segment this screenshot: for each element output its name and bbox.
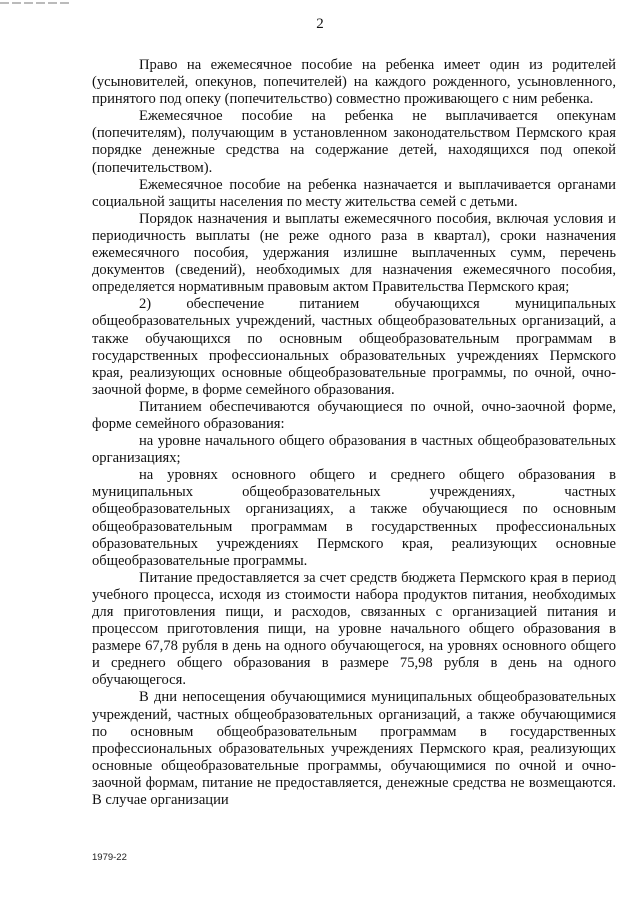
document-body	[92, 57, 616, 809]
paragraph: на уровнях основного общего и среднего общего образования в муниципальных общеобразовательных учреждениях, частных общеобразовательных организациях, а также обучающиеся по основным общеобразовательным программам в государственных профессиональных образовательных учреждениях Пермского края, реализующих основные общеобразовательные программы.	[92, 467, 616, 569]
paragraph: В дни непосещения обучающимися муниципальных общеобразовательных учреждений, частных общеобразовательных организаций, а также обучающимися по основным общеобразовательным программам в государственных профессиональных образовательных учреждениях Пермского края, реализующих основные общеобразовательные программы, обучающимися по очной и очно-заочной формам, питание не предоставляется, денежные средства не возмещаются. В случае организации	[92, 689, 616, 809]
paragraph: Ежемесячное пособие на ребенка не выплачивается опекунам (попечителям), получающим в установленном законодательством Пермского края порядке денежные средства на содержание детей, находящихся под опекой (попечительством).	[92, 108, 616, 176]
paragraph: Ежемесячное пособие на ребенка назначается и выплачивается органами социальной защиты населения по месту жительства семей с детьми.	[92, 176, 616, 210]
paragraph: Питанием обеспечиваются обучающиеся по очной, очно-заочной форме, форме семейного образования:	[92, 398, 616, 432]
document-code: 1979-22	[92, 852, 127, 863]
paragraph: 2) обеспечение питанием обучающихся муниципальных общеобразовательных учреждений, частных общеобразовательных организаций, а также обучающихся по основным общеобразовательным программам в государственных профессиональных образовательных учреждениях Пермского края, реализующих основные общеобразовательные программы, по очной, очно-заочной форме, в форме семейного образования.	[92, 296, 616, 398]
paragraph: Питание предоставляется за счет средств бюджета Пермского края в период учебного процесса, исходя из стоимости набора продуктов питания, необходимых для приготовления пищи, и расходов, связанных с организацией питания и процессом приготовления пищи, на уровне начального общего образования в размере 67,78 рубля в день на одного обучающегося, на уровнях основного общего и среднего общего образования в размере 75,98 рубля в день на одного обучающегося.	[92, 569, 616, 689]
page-number: 2	[316, 16, 324, 32]
scan-edge-marks	[0, 2, 72, 5]
paragraph: Право на ежемесячное пособие на ребенка имеет один из родителей (усыновителей, опекунов, попечителей) на каждого рожденного, усыновленного, принятого под опеку (попечительство) совместно проживающего с ним ребенка.	[92, 57, 616, 108]
paragraph: на уровне начального общего образования в частных общеобразовательных организациях;	[92, 433, 616, 467]
paragraph: Порядок назначения и выплаты ежемесячного пособия, включая условия и периодичность выплаты (не реже одного раза в квартал), сроки назначения ежемесячного пособия, удержания излишне выплаченных сумм, перечень документов (сведений), необходимых для назначения ежемесячного пособия, определяется нормативным правовым актом Правительства Пермского края;	[92, 210, 616, 296]
